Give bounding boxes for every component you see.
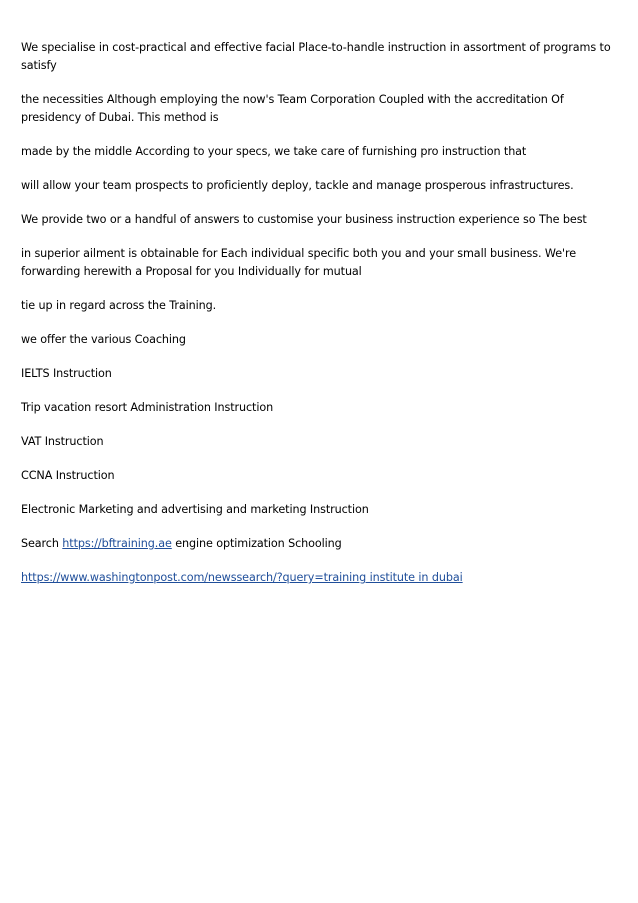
list-item-ccna: CCNA Instruction — [21, 469, 115, 482]
list-item-electronic-marketing: Electronic Marketing and advertising and marketing Instruction — [21, 503, 369, 516]
paragraph-3: made by the middle According to your specs, we take care of furnishing pro instruction that — [21, 145, 527, 158]
list-item-vat: VAT Instruction — [21, 435, 104, 448]
paragraph-1: We specialise in cost-practical and effective facial Place-to-handle instruction in assortment of programs to satisfy — [21, 41, 611, 72]
list-item-ielts: IELTS Instruction — [21, 367, 112, 380]
search-line-prefix: Search — [21, 537, 63, 550]
search-line — [21, 535, 619, 553]
document-body — [21, 39, 619, 603]
paragraph-7: tie up in regard across the Training. — [21, 299, 217, 312]
paragraph-4: will allow your team prospects to proficiently deploy, tackle and manage prosperous infrastructures. — [21, 179, 574, 192]
washingtonpost-link[interactable]: https://www.washingtonpost.com/newssearch/?query=training institute in dubai — [21, 571, 463, 584]
bftraining-link[interactable]: https://bftraining.ae — [62, 537, 172, 550]
paragraph-2: the necessities Although employing the now's Team Corporation Coupled with the accreditation Of presidency of Dubai. This method is — [21, 93, 564, 124]
paragraph-6: in superior ailment is obtainable for Each individual specific both you and your small business. We're forwarding herewith a Proposal for you Individually for mutual — [21, 247, 577, 278]
final-link-line — [21, 569, 619, 587]
paragraph-8: we offer the various Coaching — [21, 333, 186, 346]
list-item-trip-vacation: Trip vacation resort Administration Instruction — [21, 401, 274, 414]
search-line-suffix: engine optimization Schooling — [171, 537, 342, 550]
paragraph-5: We provide two or a handful of answers to customise your business instruction experience so The best — [21, 213, 587, 226]
